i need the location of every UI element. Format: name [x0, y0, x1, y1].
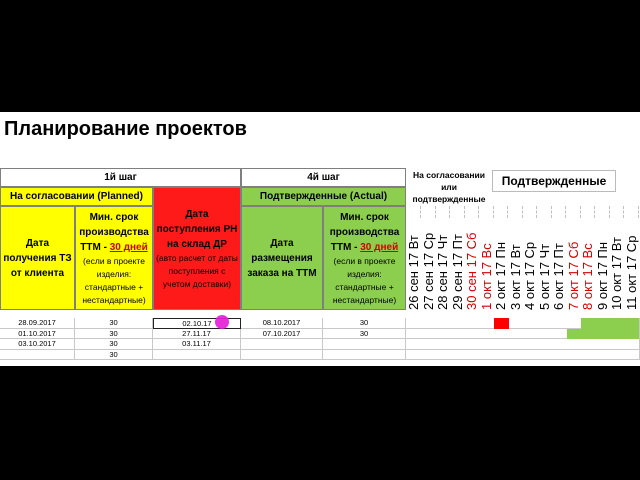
date-column-header[interactable] [596, 210, 610, 310]
step1-group-planned[interactable]: На согласовании (Planned) [0, 187, 153, 206]
date-label: 9 окт 17 Пн [594, 241, 610, 310]
grid-line [638, 206, 639, 218]
page-title: Планирование проектов [4, 118, 247, 140]
step1-col-min-term[interactable] [75, 206, 153, 310]
step4-min-term-note: (если в проекте изделия: стандартные + нестандартные) [332, 255, 397, 305]
date-column-header[interactable] [509, 210, 523, 310]
min-term-note: (если в проекте изделия: стандартные + нестандартные) [82, 255, 146, 305]
date-label: 2 окт 17 Пн [493, 241, 508, 310]
table-cell[interactable] [241, 339, 323, 350]
table-cell[interactable]: 30 [75, 350, 153, 361]
table-cell[interactable]: 30 [75, 318, 153, 329]
legend-pending: На согласовании или подтвержденные [406, 168, 492, 206]
date-column-header[interactable] [552, 210, 566, 310]
step4-col-order-date[interactable]: Дата размещения заказа на ТТМ [241, 206, 323, 310]
table-cell[interactable] [153, 350, 241, 361]
date-column-header[interactable] [465, 210, 479, 310]
table-cell[interactable]: 07.10.2017 [241, 329, 323, 340]
date-column-header[interactable] [523, 210, 537, 310]
table-cell[interactable]: 30 [75, 339, 153, 350]
table-cell[interactable]: 08.10.2017 [241, 318, 323, 329]
date-label: 6 окт 17 Пт [551, 243, 566, 310]
date-label: 27 сен 17 Ср [420, 232, 436, 310]
date-label: 29 сен 17 Пт [449, 234, 465, 310]
table-cell[interactable] [323, 339, 406, 350]
min-term-days: 30 дней [109, 241, 148, 253]
date-label: 3 окт 17 Вт [507, 244, 523, 310]
date-column-header[interactable] [436, 210, 450, 310]
date-label: 4 окт 17 Ср [522, 241, 537, 310]
gantt-row[interactable] [406, 339, 640, 350]
mouse-cursor-highlight [215, 315, 229, 329]
date-column-header[interactable] [538, 210, 552, 310]
step4-min-term-label: Мин. срок производства ТТМ - [329, 211, 400, 253]
date-label: 8 окт 17 Вс [580, 243, 595, 310]
step1-col-delivery-date[interactable] [153, 187, 241, 310]
date-label: 26 сен 17 Вт [406, 235, 421, 310]
table-cell[interactable] [323, 350, 406, 361]
date-column-header[interactable] [451, 210, 465, 310]
date-column-header[interactable] [610, 210, 624, 310]
date-column-header[interactable] [407, 210, 421, 310]
legend-confirmed: Подтвержденные [492, 170, 616, 192]
delivery-note: (авто расчет от даты поступления с учетом доставки) [156, 252, 238, 289]
date-label: 1 окт 17 Вс [478, 243, 494, 310]
date-label: 30 сен 17 Сб [464, 232, 479, 310]
date-column-header[interactable] [625, 210, 639, 310]
delivery-label: Дата поступления РН на склад ДР [156, 208, 238, 250]
table-cell[interactable]: 28.09.2017 [0, 318, 75, 329]
step4-header[interactable]: 4й шаг [241, 168, 406, 187]
step1-col-tz-date[interactable]: Дата получения ТЗ от клиента [0, 206, 75, 310]
table-cell[interactable]: 30 [75, 329, 153, 340]
date-label: 10 окт 17 Вт [609, 237, 624, 310]
gantt-row[interactable] [406, 350, 640, 361]
step4-min-term-days: 30 дней [360, 241, 399, 253]
table-cell[interactable] [241, 350, 323, 361]
date-label: 28 сен 17 Чт [435, 234, 450, 310]
gantt-bar-actual[interactable] [567, 329, 640, 340]
gantt-bar-delivery[interactable] [494, 318, 509, 329]
spreadsheet-area [0, 112, 640, 366]
date-label: 5 окт 17 Чт [536, 243, 552, 310]
date-label: 11 окт 17 Ср [623, 235, 639, 310]
date-column-header[interactable] [422, 210, 436, 310]
step4-group-actual[interactable]: Подтвержденные (Actual) [241, 187, 406, 206]
date-label: 7 окт 17 Сб [565, 241, 581, 310]
gantt-bar-actual[interactable] [581, 318, 639, 329]
table-cell[interactable]: 01.10.2017 [0, 329, 75, 340]
table-cell[interactable]: 02.10.17 [153, 318, 241, 329]
table-cell[interactable]: 03.11.17 [153, 339, 241, 350]
step4-col-min-term[interactable] [323, 206, 406, 310]
min-term-label: Мин. срок производства ТТМ - [79, 211, 149, 253]
table-cell[interactable]: 30 [323, 329, 406, 340]
table-cell[interactable] [0, 350, 75, 361]
table-cell[interactable]: 30 [323, 318, 406, 329]
date-column-header[interactable] [494, 210, 508, 310]
table-cell[interactable]: 03.10.2017 [0, 339, 75, 350]
date-column-header[interactable] [581, 210, 595, 310]
table-cell[interactable]: 27.11.17 [153, 329, 241, 340]
date-column-header[interactable] [567, 210, 581, 310]
step1-header[interactable]: 1й шаг [0, 168, 241, 187]
date-column-header[interactable] [480, 210, 494, 310]
